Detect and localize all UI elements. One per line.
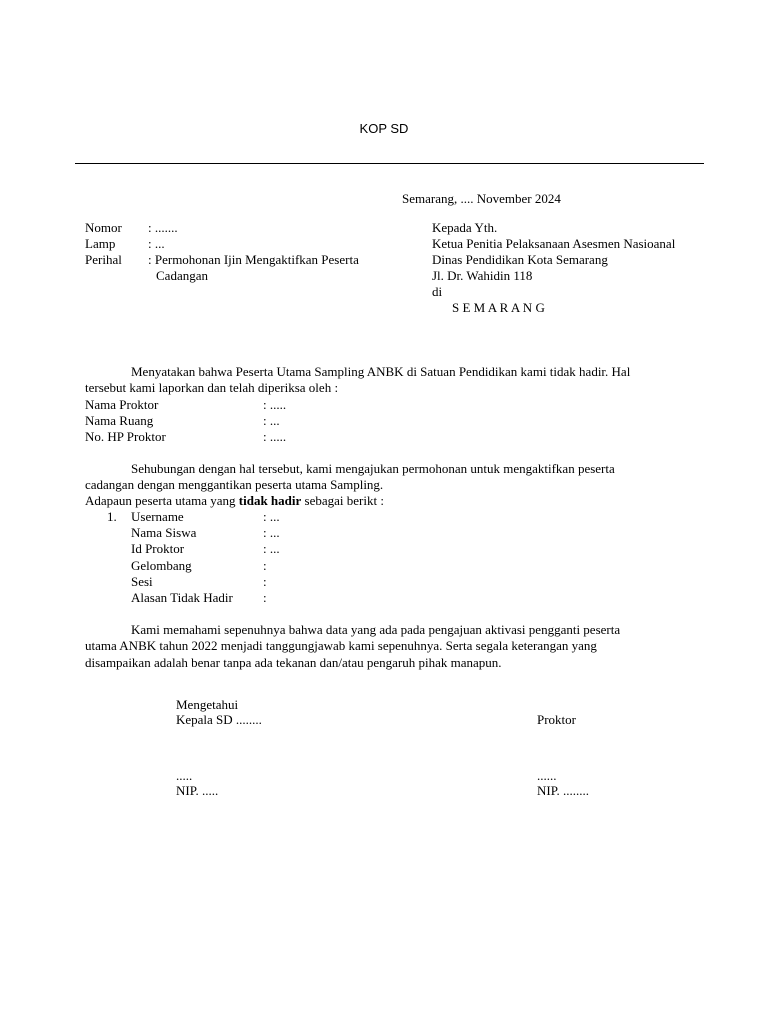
field-value: : ..... [263, 429, 287, 444]
perihal-label: Perihal [85, 252, 122, 267]
signature-left-title: Kepala SD ........ [176, 712, 262, 727]
signature-left-name: ..... [176, 768, 193, 783]
field-value: : ..... [263, 397, 287, 412]
field-label: Nama Siswa [131, 525, 197, 540]
field-value: : [263, 558, 267, 573]
letterhead-title: KOP SD [359, 121, 409, 136]
field-value: : ... [263, 509, 280, 524]
letterhead-divider [75, 163, 704, 164]
signature-right-title: Proktor [537, 712, 576, 727]
recipient-city: S E M A R A N G [452, 300, 545, 315]
field-label: No. HP Proktor [85, 429, 166, 444]
recipient-office: Dinas Pendidikan Kota Semarang [432, 252, 608, 267]
perihal-value-continued: Cadangan [156, 268, 208, 283]
paragraph-4-line-3: disampaikan adalah benar tanpa ada tekanan dan/atau pengaruh pihak manapun. [85, 655, 502, 670]
recipient-di: di [432, 284, 443, 299]
signature-left-nip: NIP. ..... [176, 783, 219, 798]
nomor-label: Nomor [85, 220, 122, 235]
signature-left-heading: Mengetahui [176, 697, 239, 712]
paragraph-3-text-before: Adapaun peserta utama yang [85, 493, 239, 508]
paragraph-3 [85, 493, 384, 509]
field-value: : [263, 574, 267, 589]
paragraph-4-line-2: utama ANBK tahun 2022 menjadi tanggungjawab kami sepenuhnya. Serta segala keterangan yang [85, 638, 597, 653]
field-label: Nama Proktor [85, 397, 159, 412]
paragraph-4-line-1: Kami memahami sepenuhnya bahwa data yang ada pada pengajuan aktivasi pengganti peserta [131, 622, 621, 637]
field-value: : [263, 590, 267, 605]
field-label: Username [131, 509, 184, 524]
letter-date: Semarang, .... November 2024 [402, 191, 561, 206]
field-value: : ... [263, 413, 280, 428]
paragraph-3-bold: tidak hadir [238, 493, 302, 508]
recipient-address: Jl. Dr. Wahidin 118 [432, 268, 533, 283]
paragraph-1-line-2: tersebut kami laporkan dan telah diperiksa oleh : [85, 380, 339, 395]
field-label: Sesi [131, 574, 153, 589]
signature-right-name: ...... [537, 768, 557, 783]
field-label: Alasan Tidak Hadir [131, 590, 233, 605]
field-label: Nama Ruang [85, 413, 154, 428]
lamp-label: Lamp [85, 236, 116, 251]
recipient-title: Ketua Penitia Pelaksanaan Asesmen Nasioanal [432, 236, 676, 251]
perihal-value: : Permohonan Ijin Mengaktifkan Peserta [148, 252, 359, 267]
paragraph-1-line-1: Menyatakan bahwa Peserta Utama Sampling ANBK di Satuan Pendidikan kami tidak hadir. Hal [131, 364, 631, 379]
field-value: : ... [263, 541, 280, 556]
field-value: : ... [263, 525, 280, 540]
list-number: 1. [107, 509, 117, 524]
field-label: Id Proktor [131, 541, 185, 556]
field-label: Gelombang [131, 558, 192, 573]
nomor-value: : ....... [148, 220, 178, 235]
paragraph-2-line-2: cadangan dengan menggantikan peserta utama Sampling. [85, 477, 384, 492]
lamp-value: : ... [148, 236, 165, 251]
paragraph-3-text-after: sebagai berikt : [301, 493, 384, 508]
recipient-greeting: Kepada Yth. [432, 220, 498, 235]
paragraph-2-line-1: Sehubungan dengan hal tersebut, kami mengajukan permohonan untuk mengaktifkan peserta [131, 461, 615, 476]
signature-right-nip: NIP. ........ [537, 783, 590, 798]
